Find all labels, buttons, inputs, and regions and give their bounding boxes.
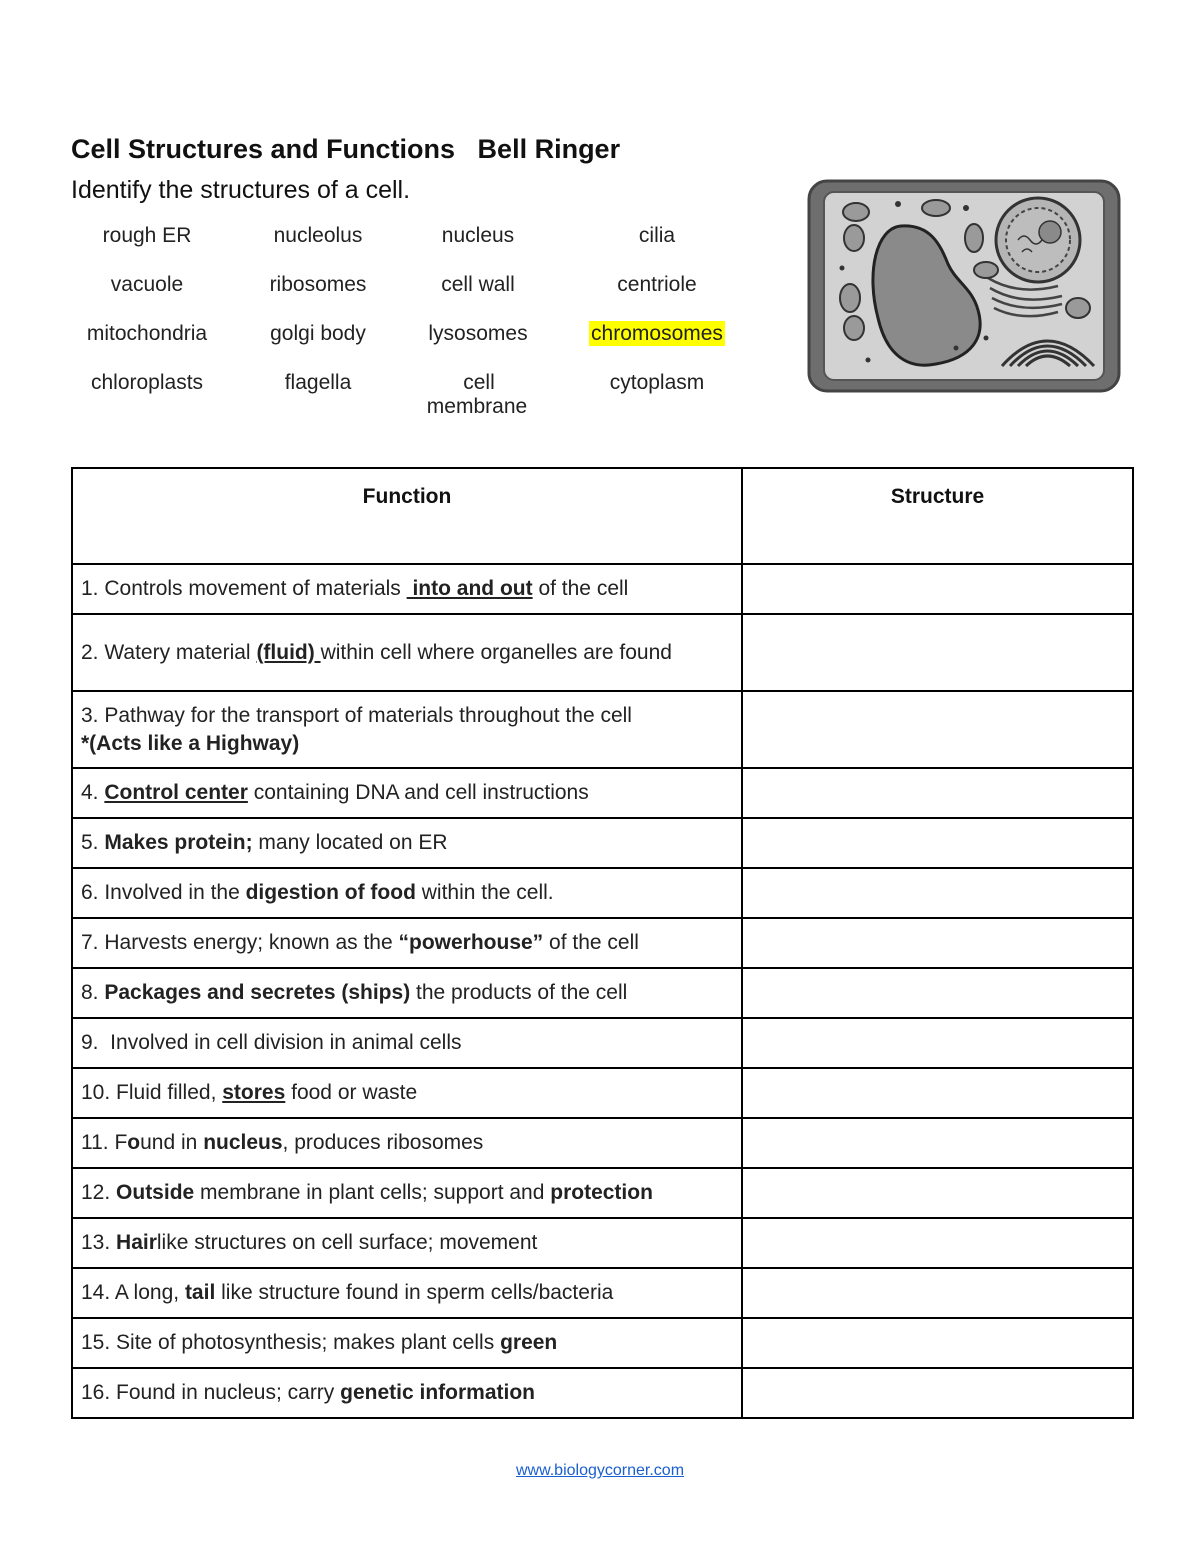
word-bank-row — [74, 322, 774, 371]
table-row — [72, 1368, 1133, 1418]
description-segment: the products of the cell — [410, 981, 628, 1004]
function-description — [72, 918, 742, 968]
function-structure-table — [71, 467, 1134, 1419]
description-segment: protection — [550, 1181, 653, 1204]
function-description — [72, 1018, 742, 1068]
word-bank-term: golgi body — [270, 322, 366, 345]
footer — [0, 1462, 1200, 1480]
table-row — [72, 1168, 1133, 1218]
description-segment: stores — [222, 1081, 286, 1104]
function-description — [72, 1218, 742, 1268]
structure-answer-cell[interactable] — [742, 1018, 1133, 1068]
word-bank-term: cilia — [638, 224, 676, 247]
instructions: Identify the structures of a cell. — [71, 176, 411, 204]
word-bank — [74, 224, 774, 420]
description-segment: into and out — [406, 577, 533, 600]
word-bank-term: cell membrane — [426, 371, 528, 418]
word-bank-term: cytoplasm — [609, 371, 705, 394]
description-segment: (fluid) — [256, 640, 321, 664]
table-row — [72, 868, 1133, 918]
structure-answer-cell[interactable] — [742, 768, 1133, 818]
structure-answer-cell[interactable] — [742, 1118, 1133, 1168]
description-segment: containing DNA and cell instructions — [247, 781, 589, 804]
word-bank-term: nucleolus — [273, 224, 363, 247]
structure-answer-cell[interactable] — [742, 691, 1133, 768]
table-row — [72, 1268, 1133, 1318]
word-bank-term: ribosomes — [269, 273, 367, 296]
structure-answer-cell[interactable] — [742, 868, 1133, 918]
header-function: Function — [72, 468, 742, 564]
word-bank-term: flagella — [284, 371, 352, 394]
page-title: Cell Structures and Functions Bell Ringer — [71, 134, 621, 164]
word-bank-term-highlighted: chromosomes — [591, 322, 723, 345]
description-segment: like structure found in sperm cells/bacteria — [215, 1281, 614, 1304]
structure-answer-cell[interactable] — [742, 614, 1133, 691]
description-segment: genetic information — [340, 1381, 535, 1404]
table-row — [72, 564, 1133, 614]
table-row — [72, 1218, 1133, 1268]
table-row — [72, 1068, 1133, 1118]
function-description — [72, 1318, 742, 1368]
word-bank-term: vacuole — [110, 273, 184, 296]
description-segment: 10. Fluid filled, — [81, 1081, 223, 1104]
function-description — [72, 1168, 742, 1218]
structure-answer-cell[interactable] — [742, 564, 1133, 614]
description-segment: “powerhouse” — [398, 931, 544, 954]
description-segment: 5. — [81, 831, 105, 854]
cell-diagram — [806, 178, 1122, 394]
header-structure: Structure — [742, 468, 1133, 564]
description-segment: digestion of food — [245, 881, 416, 904]
description-segment: 14. A long, — [81, 1281, 185, 1304]
description-segment: many located on ER — [252, 831, 448, 854]
function-description — [72, 614, 742, 691]
description-segment: 12. — [81, 1181, 117, 1204]
description-segment: green — [500, 1331, 558, 1354]
structure-answer-cell[interactable] — [742, 1368, 1133, 1418]
description-segment: Packages and secretes (ships) — [104, 981, 411, 1004]
word-bank-term: chloroplasts — [90, 371, 204, 394]
word-bank-row — [74, 371, 774, 420]
word-bank-term: centriole — [617, 273, 697, 296]
description-segment: within cell where organelles are found — [320, 640, 672, 664]
table-row — [72, 1318, 1133, 1368]
function-description — [72, 1068, 742, 1118]
structure-answer-cell[interactable] — [742, 1068, 1133, 1118]
description-segment: 11. F — [81, 1131, 128, 1154]
description-segment: 6. Involved in the — [81, 881, 246, 904]
website-link[interactable]: www.biologycorner.com — [515, 1462, 685, 1479]
structure-answer-cell[interactable] — [742, 1218, 1133, 1268]
description-segment: food or waste — [285, 1081, 418, 1104]
structure-answer-cell[interactable] — [742, 968, 1133, 1018]
word-bank-term: nucleus — [441, 224, 515, 247]
description-segment: Control center — [104, 781, 248, 804]
description-segment: like structures on cell surface; movement — [156, 1231, 538, 1254]
description-segment: o — [127, 1131, 141, 1154]
table-row — [72, 818, 1133, 868]
description-segment: 8. — [81, 981, 105, 1004]
description-segment: 3. Pathway for the transport of materials throughout the cell — [81, 703, 638, 727]
description-segment: 7. Harvests energy; known as the — [81, 931, 399, 954]
function-description — [72, 768, 742, 818]
description-segment: 13. — [81, 1231, 117, 1254]
word-bank-term: cell wall — [441, 273, 515, 296]
structure-answer-cell[interactable] — [742, 918, 1133, 968]
function-description — [72, 818, 742, 868]
word-bank-term: mitochondria — [86, 322, 208, 345]
function-description — [72, 564, 742, 614]
word-bank-term: rough ER — [102, 224, 192, 247]
description-segment: 4. — [81, 781, 105, 804]
structure-answer-cell[interactable] — [742, 1168, 1133, 1218]
description-segment: Outside — [116, 1181, 195, 1204]
description-segment: 1. Controls movement of materials — [81, 577, 407, 600]
description-segment: of the cell — [543, 931, 639, 954]
table-row — [72, 918, 1133, 968]
structure-answer-cell[interactable] — [742, 1318, 1133, 1368]
table-row — [72, 614, 1133, 691]
word-bank-term: lysosomes — [428, 322, 528, 345]
function-description — [72, 868, 742, 918]
function-description — [72, 1368, 742, 1418]
description-segment: within the cell. — [415, 881, 554, 904]
description-segment: membrane in plant cells; support and — [194, 1181, 551, 1204]
table-row — [72, 1118, 1133, 1168]
table-row — [72, 968, 1133, 1018]
description-segment: Makes protein; — [104, 831, 253, 854]
description-segment: , produces ribosomes — [282, 1131, 484, 1154]
description-segment: 16. Found in nucleus; carry — [81, 1381, 341, 1404]
function-description — [72, 1268, 742, 1318]
description-segment: 9. Involved in cell division in animal cells — [81, 1031, 462, 1054]
description-segment: tail — [184, 1281, 216, 1304]
word-bank-row — [74, 224, 774, 273]
structure-answer-cell[interactable] — [742, 818, 1133, 868]
function-description — [72, 1118, 742, 1168]
table-row — [72, 1018, 1133, 1068]
function-description — [72, 691, 742, 768]
description-segment: 15. Site of photosynthesis; makes plant cells — [81, 1331, 501, 1354]
table-row — [72, 768, 1133, 818]
function-description — [72, 968, 742, 1018]
description-segment: *(Acts like a Highway) — [81, 731, 300, 755]
description-segment: Hair — [116, 1231, 157, 1254]
description-segment: 2. Watery material — [81, 640, 257, 664]
table-row — [72, 691, 1133, 768]
word-bank-row — [74, 273, 774, 322]
description-segment: und in — [140, 1131, 204, 1154]
description-segment: nucleus — [203, 1131, 283, 1154]
description-segment: of the cell — [532, 577, 629, 600]
structure-answer-cell[interactable] — [742, 1268, 1133, 1318]
